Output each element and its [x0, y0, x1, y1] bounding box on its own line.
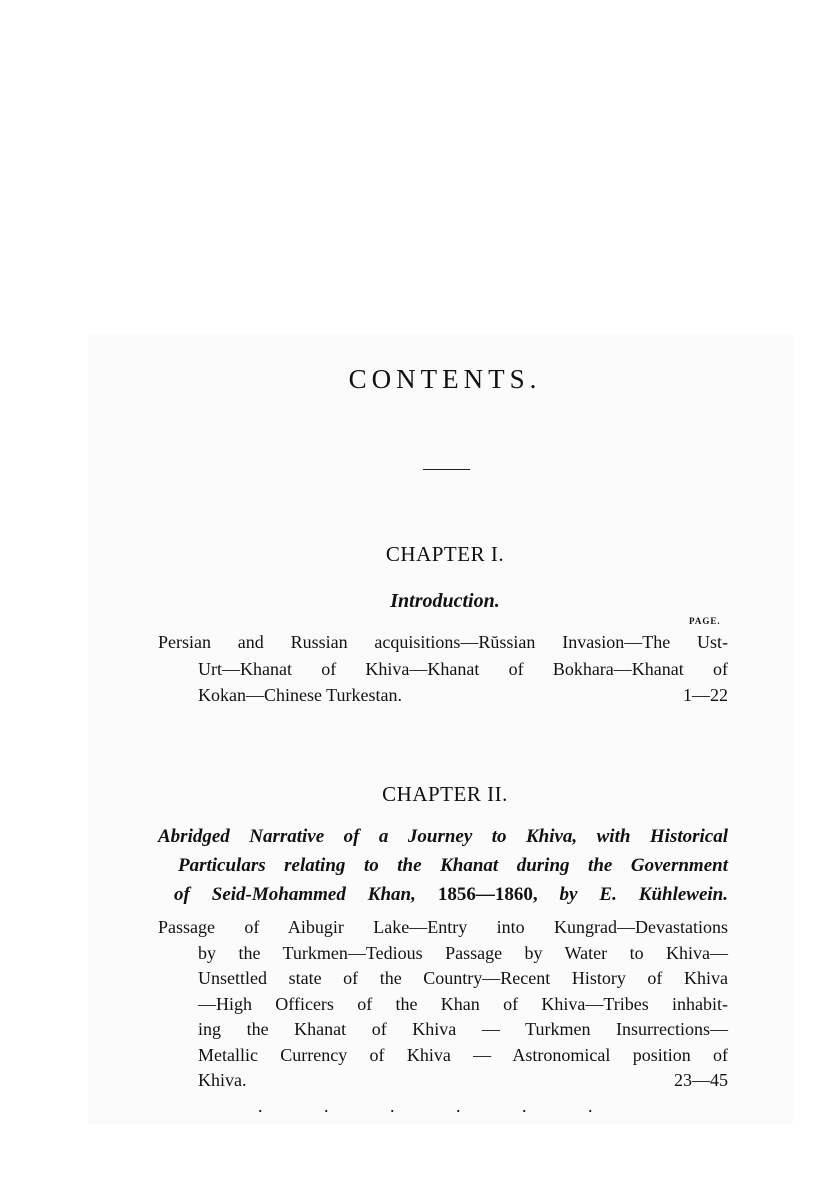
dot-leaders: . . . . . . — [258, 1095, 593, 1116]
entry-line: Unsettled state of the Country—Recent History of Khiva — [198, 968, 728, 988]
entry-line: ing the Khanat of Khiva — Turkmen Insurrections— — [198, 1019, 728, 1039]
entry-line-last — [158, 1068, 728, 1116]
page-title: CONTENTS. — [348, 364, 542, 394]
chapter-1-entry — [158, 629, 728, 709]
description-years: 1856—1860, — [437, 884, 538, 905]
entry-line-last — [158, 682, 728, 709]
entry-line: Kokan—Chinese Turkestan. — [198, 685, 402, 705]
chapter-2-description — [158, 822, 728, 909]
chapter-1-heading: CHAPTER I. — [385, 542, 505, 566]
description-line — [158, 880, 728, 909]
entry-line: Persian and Russian acquisitions—Rŭssian Invasion—The Ust- — [158, 632, 728, 652]
description-line: Particulars relating to the Khanat during the Government — [178, 855, 728, 876]
description-line: Abridged Narrative of a Journey to Khiva, with Historical — [158, 826, 728, 847]
entry-line: Metallic Currency of Khiva — Astronomical position of — [198, 1044, 728, 1065]
entry-line: Khiva. — [198, 1070, 247, 1090]
entry-line: by the Turkmen—Tedious Passage by Water to Khiva— — [198, 942, 728, 963]
entry-line: —High Officers of the Khan of Khiva—Tribes inhabit- — [198, 993, 728, 1014]
page-column-label: PAGE. — [689, 616, 721, 626]
entry-line: Passage of Aibugir Lake—Entry into Kungrad—Devastations — [158, 917, 728, 937]
divider — [423, 469, 470, 470]
page-range: 1—22 — [683, 685, 728, 705]
entry-line: Urt—Khanat of Khiva—Khanat of Bokhara—Khanat of — [198, 658, 728, 679]
description-author: by E. Kühlewein. — [559, 884, 728, 905]
chapter-1-subtitle: Introduction. — [390, 590, 500, 612]
description-text: of Seid-Mohammed Khan, — [174, 884, 416, 905]
chapter-2-entry — [158, 915, 728, 1116]
page-range: 23—45 — [674, 1070, 728, 1090]
chapter-2-heading: CHAPTER II. — [382, 782, 508, 806]
